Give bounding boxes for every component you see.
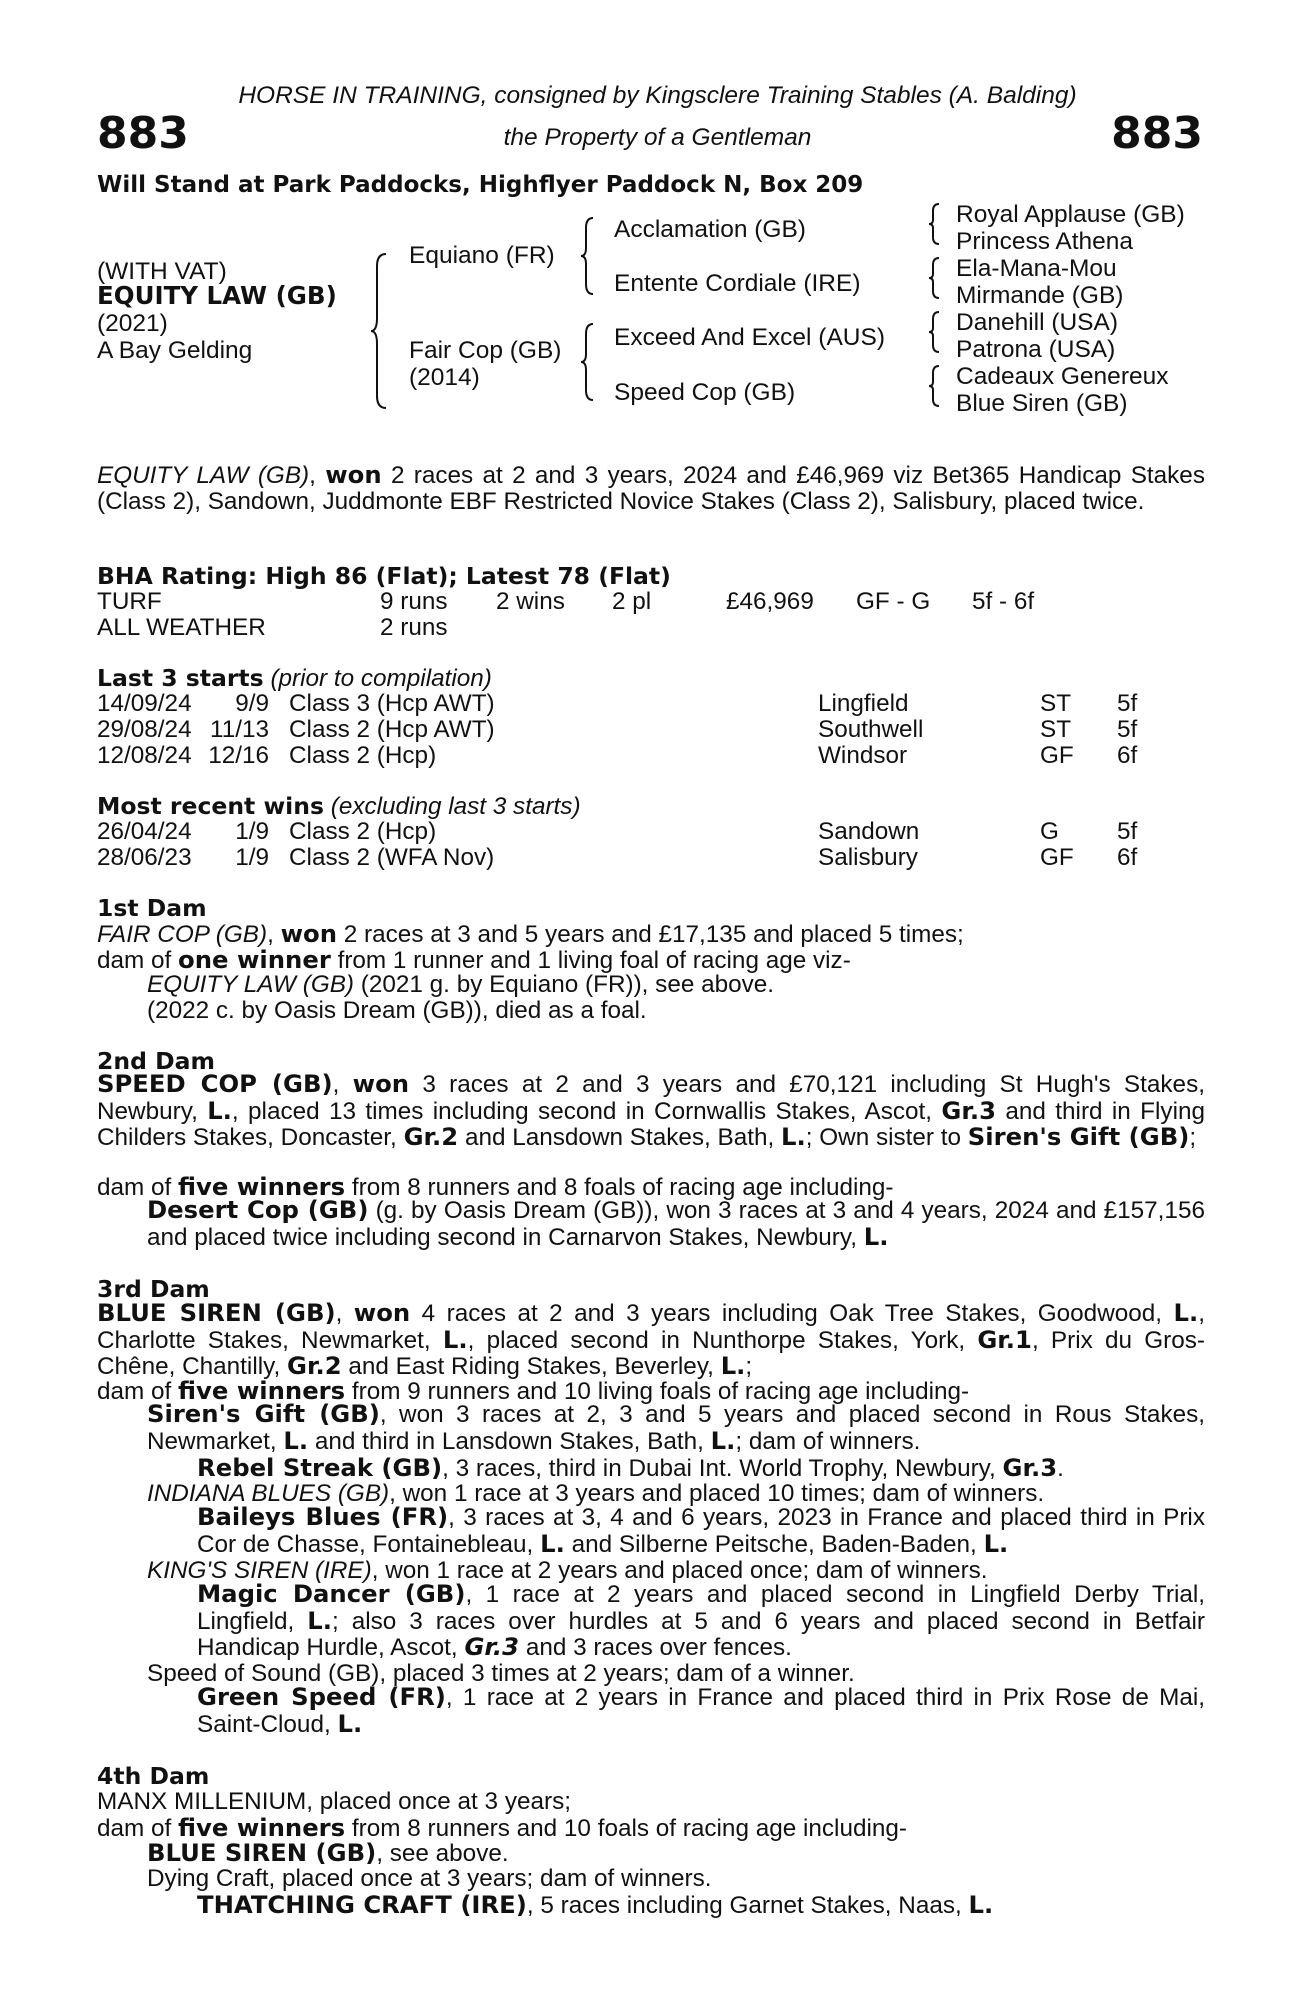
- listed-marker: L.: [442, 1324, 468, 1354]
- last3-note: (prior to compilation): [270, 665, 492, 692]
- dam3-text: , Charlotte Stakes, Newmarket,: [97, 1300, 1205, 1354]
- aw-label: ALL WEATHER: [97, 614, 266, 641]
- turf-going: GF - G: [856, 588, 931, 615]
- progeny-blue-siren: [147, 1840, 509, 1867]
- last3-heading-line: [97, 665, 492, 692]
- row-course: Lingfield: [818, 690, 909, 717]
- listed-marker: L.: [207, 1095, 232, 1125]
- row-date: 29/08/24: [97, 716, 192, 743]
- dam4-runners: from 8 runners and 10 foals of racing age including-: [351, 1815, 907, 1842]
- progeny-rebel-streak: [197, 1455, 1064, 1482]
- dam2-sister: Siren's Gift (GB): [967, 1122, 1190, 1152]
- progeny-name: KING'S SIREN (IRE): [147, 1557, 372, 1584]
- row-course: Windsor: [818, 742, 908, 769]
- progeny-name: Siren's Gift (GB): [147, 1399, 380, 1428]
- dam-dam: Speed Cop (GB): [614, 379, 796, 406]
- row-date: 28/06/23: [97, 844, 192, 871]
- progeny-name: INDIANA BLUES (GB): [147, 1480, 390, 1507]
- row-distance: 6f: [1117, 742, 1138, 769]
- listed-marker: L.: [863, 1221, 889, 1251]
- progeny-text: (g. by Oasis Dream (GB)), won 3 races at 3 and 4 years, 2024 and £157,156 and placed twice including second in Carnarvon Stakes, Newbury,: [147, 1197, 1205, 1251]
- dam3-text: ;: [745, 1353, 753, 1381]
- progeny-text: and Silberne Peitsche, Baden-Baden,: [571, 1530, 977, 1558]
- granddam-3: Patrona (USA): [956, 336, 1116, 363]
- dam1-foal-name: EQUITY LAW (GB): [147, 971, 355, 998]
- turf-label: TURF: [97, 588, 162, 615]
- dam3-won: won: [353, 1298, 411, 1327]
- dam1-won: won: [280, 919, 338, 948]
- progeny-text: ; also 3 races over hurdles at 5 and 6 years and placed second in Betfair Handicap Hurdle, Ascot,: [197, 1607, 1205, 1662]
- grandsire-3: Danehill (USA): [956, 309, 1119, 336]
- dam1-record: 2 races at 3 and 5 years and £17,135 and placed 5 times;: [343, 921, 964, 948]
- row-position: 11/13: [210, 716, 269, 743]
- progeny-text: , 1 race at 2 years in France and placed third in Prix Rose de Mai, Saint-Cloud,: [197, 1684, 1206, 1738]
- dam2-heading: 2nd Dam: [97, 1047, 215, 1075]
- row-date: 26/04/24: [97, 818, 192, 845]
- listed-marker: L.: [337, 1708, 363, 1738]
- row-distance: 6f: [1117, 844, 1138, 871]
- dam-sire: Exceed And Excel (AUS): [614, 324, 885, 351]
- horse-description: A Bay Gelding: [97, 337, 253, 364]
- dam3-text: 4 races at 2 and 3 years including Oak Tree Stakes, Goodwood,: [421, 1300, 1163, 1327]
- group-marker: Gr.3: [1002, 1453, 1058, 1482]
- progeny-sirens-gift: [147, 1401, 1205, 1454]
- pedigree-brace-main: [370, 252, 390, 410]
- dam1-name: FAIR COP (GB): [97, 921, 268, 948]
- last3-heading: Last 3 starts: [97, 664, 264, 692]
- grandsire-4: Cadeaux Genereux: [956, 363, 1169, 390]
- progeny-name: Magic Dancer (GB): [197, 1579, 466, 1608]
- row-position: 1/9: [235, 844, 269, 871]
- progeny-text: and third in Lansdown Stakes, Bath,: [314, 1427, 704, 1455]
- dam4-line-1: MANX MILLENIUM, placed once at 3 years;: [97, 1788, 571, 1815]
- vat-label: (WITH VAT): [97, 258, 227, 285]
- granddam-4: Blue Siren (GB): [956, 390, 1128, 417]
- row-going: ST: [1040, 716, 1072, 743]
- row-race: Class 2 (Hcp): [289, 818, 437, 845]
- dam2-paragraph: SPEED COP (GB), won 3 races at 2 and 3 years and £70,121 including St Hugh's Stakes, Newbury, L., placed 13 times including second in Cornwallis Stakes, Ascot, Gr.3 and third in Flying Childers Stakes, Doncaster, Gr.2 and Lansdown Stakes, Bath, L.; Own sister to Siren's Gift (GB);: [97, 1069, 1205, 1152]
- group-marker: Gr.2: [403, 1122, 459, 1152]
- progeny-text: .: [1057, 1455, 1064, 1482]
- race-summary: EQUITY LAW (GB), won 2 races at 2 and 3 years, 2024 and £46,969 viz Bet365 Handicap Stakes (Class 2), Sandown, Juddmonte EBF Restricted Novice Stakes (Class 2), Salisbury, placed twice.: [97, 460, 1205, 515]
- progeny-baileys-blues: [197, 1504, 1205, 1557]
- consignor-line: HORSE IN TRAINING, consigned by Kingsclere Training Stables (A. Balding): [238, 82, 1077, 109]
- progeny-text: ; dam of winners.: [735, 1427, 921, 1455]
- recent-heading: Most recent wins: [97, 792, 324, 820]
- progeny-text: , won 3 races at 2, 3 and 5 years and placed second in Rous Stakes, Newmarket,: [147, 1401, 1206, 1455]
- dam3-name: BLUE SIREN (GB): [97, 1298, 336, 1327]
- row-race: Class 2 (WFA Nov): [289, 844, 495, 871]
- row-distance: 5f: [1117, 690, 1138, 717]
- listed-marker: L.: [283, 1425, 309, 1455]
- dam2-text: 3 races at 2 and 3 years and £70,121 including St Hugh's Stakes, Newbury,: [97, 1071, 1205, 1125]
- row-course: Salisbury: [818, 844, 918, 871]
- listed-marker: L.: [1173, 1298, 1199, 1327]
- dam3-paragraph: BLUE SIREN (GB), won 4 races at 2 and 3 years including Oak Tree Stakes, Goodwood, L., Charlotte Stakes, Newmarket, L., placed second in Nunthorpe Stakes, York, Gr.1, Prix du Gros-Chêne, Chantilly, Gr.2 and East Riding Stakes, Beverley, L.;: [97, 1298, 1205, 1381]
- listed-marker: L.: [781, 1122, 806, 1152]
- grandsire-2: Ela-Mana-Mou: [956, 255, 1117, 282]
- progeny-name: Green Speed (FR): [197, 1682, 446, 1711]
- dam1-line-2: [97, 947, 851, 974]
- dam4-heading: 4th Dam: [97, 1762, 210, 1790]
- lot-number-left: 883: [97, 108, 189, 159]
- dam3-heading: 3rd Dam: [97, 1275, 210, 1303]
- granddam-2: Mirmande (GB): [956, 282, 1124, 309]
- dam3-text: , placed second in Nunthorpe Stakes, York,: [467, 1326, 966, 1354]
- dam2-text: ;: [1189, 1124, 1197, 1152]
- progeny-text: , won 1 race at 2 years and placed once; dam of winners.: [371, 1557, 988, 1584]
- lot-number-right: 883: [1111, 108, 1203, 159]
- listed-marker: L.: [720, 1351, 746, 1381]
- row-position: 9/9: [235, 690, 269, 717]
- row-race: Class 2 (Hcp AWT): [289, 716, 495, 743]
- dam-year: (2014): [409, 364, 480, 391]
- aw-runs: 2 runs: [380, 614, 448, 641]
- turf-wins: 2 wins: [496, 588, 565, 615]
- row-date: 12/08/24: [97, 742, 192, 769]
- row-going: GF: [1040, 742, 1074, 769]
- sire-name: Equiano (FR): [409, 242, 555, 269]
- progeny-name: BLUE SIREN (GB): [147, 1838, 377, 1867]
- progeny-magic-dancer: [197, 1581, 1205, 1661]
- row-distance: 5f: [1117, 716, 1138, 743]
- dam1-line-1: FAIR COP (GB), won 2 races at 3 and 5 years and £17,135 and placed 5 times;: [97, 919, 964, 948]
- dam3-text: and East Riding Stakes, Beverley,: [348, 1353, 714, 1381]
- listed-marker: L.: [307, 1605, 332, 1635]
- row-going: ST: [1040, 690, 1072, 717]
- row-distance: 5f: [1117, 818, 1138, 845]
- summary-text: 2 races at 2 and 3 years, 2024 and £46,969 viz Bet365 Handicap Stakes (Class 2), Sandown, Juddmonte EBF Restricted Novice Stakes (Class 2), Salisbury, placed twice.: [97, 462, 1205, 515]
- dam3-winners: five winners: [178, 1376, 346, 1405]
- dam1-winners: one winner: [178, 945, 331, 974]
- turf-distance: 5f - 6f: [972, 588, 1035, 615]
- row-course: Southwell: [818, 716, 924, 743]
- dam2-dam-of: dam of: [97, 1174, 172, 1201]
- group-marker: Gr.1: [977, 1324, 1032, 1354]
- dam1-dam-of: dam of: [97, 947, 172, 974]
- progeny-name: THATCHING CRAFT (IRE): [197, 1890, 527, 1919]
- dam-name: Fair Cop (GB): [409, 337, 562, 364]
- listed-marker: L.: [710, 1425, 736, 1455]
- row-race: Class 2 (Hcp): [289, 742, 437, 769]
- progeny-dying-craft: Dying Craft, placed once at 3 years; dam of winners.: [147, 1865, 712, 1892]
- progeny-text: , 3 races, third in Dubai Int. World Trophy, Newbury,: [442, 1455, 996, 1482]
- turf-runs: 9 runs: [380, 588, 448, 615]
- group-marker: Gr.3: [941, 1095, 997, 1125]
- row-position: 1/9: [235, 818, 269, 845]
- dam2-text: and Lansdown Stakes, Bath,: [464, 1124, 775, 1152]
- dam2-name: SPEED COP (GB): [97, 1069, 333, 1098]
- progeny-text: , 1 race at 2 years and placed second in Lingfield Derby Trial, Lingfield,: [197, 1581, 1206, 1635]
- progeny-name: Desert Cop (GB): [147, 1195, 369, 1224]
- dam4-winners: five winners: [178, 1813, 346, 1842]
- dam-brace: [580, 322, 596, 402]
- sire-sire: Acclamation (GB): [614, 216, 806, 243]
- dam1-foal-text: (2021 g. by Equiano (FR)), see above.: [360, 971, 775, 998]
- turf-earnings: £46,969: [726, 588, 814, 615]
- dam1-runners: from 1 runner and 1 living foal of racing age viz-: [337, 947, 851, 974]
- row-going: G: [1040, 818, 1059, 845]
- dam2-won: won: [352, 1069, 410, 1098]
- sire-brace: [580, 216, 596, 296]
- dam3-runners: from 9 runners and 10 living foals of racing age including-: [351, 1378, 970, 1405]
- group-marker: Gr.2: [287, 1351, 342, 1381]
- dam1-line-4: (2022 c. by Oasis Dream (GB)), died as a foal.: [147, 997, 647, 1024]
- property-line: the Property of a Gentleman: [503, 124, 812, 151]
- dam2-text: ; Own sister to: [805, 1124, 962, 1152]
- dam3-dam-of: dam of: [97, 1378, 172, 1405]
- progeny-name: Baileys Blues (FR): [197, 1502, 449, 1531]
- listed-marker: L.: [983, 1528, 1009, 1558]
- stand-line: Will Stand at Park Paddocks, Highflyer Paddock N, Box 209: [97, 172, 864, 198]
- row-going: GF: [1040, 844, 1074, 871]
- dam2-progeny: [147, 1197, 1205, 1250]
- progeny-text: , 5 races including Garnet Stakes, Naas,: [526, 1892, 962, 1919]
- summary-won: won: [325, 460, 382, 489]
- dam3-text: , Prix du Gros-Chêne, Chantilly,: [97, 1326, 1205, 1381]
- row-date: 14/09/24: [97, 690, 192, 717]
- progeny-thatching-craft: [197, 1892, 993, 1919]
- group-marker: Gr.3: [464, 1632, 520, 1662]
- grandsire-1: Royal Applause (GB): [956, 201, 1185, 228]
- summary-horse-name: EQUITY LAW (GB): [97, 462, 310, 489]
- dam2-text: , placed 13 times including second in Cornwallis Stakes, Ascot,: [231, 1097, 933, 1125]
- horse-name: EQUITY LAW (GB): [97, 281, 337, 310]
- progeny-speed-of-sound: Speed of Sound (GB), placed 3 times at 2 years; dam of a winner.: [147, 1660, 855, 1687]
- progeny-text: , won 1 race at 3 years and placed 10 times; dam of winners.: [389, 1480, 1045, 1507]
- g-brace-1: [928, 203, 942, 245]
- sire-dam: Entente Cordiale (IRE): [614, 270, 861, 297]
- dam2-winners: five winners: [178, 1172, 346, 1201]
- recent-note: (excluding last 3 starts): [330, 793, 581, 820]
- dam2-text: and third in Flying Childers Stakes, Doncaster,: [97, 1097, 1205, 1152]
- turf-placed: 2 pl: [612, 588, 652, 615]
- progeny-name: Rebel Streak (GB): [197, 1453, 443, 1482]
- horse-year: (2021): [97, 310, 168, 337]
- dam4-dam-of: dam of: [97, 1815, 172, 1842]
- dam2-runners: from 8 runners and 8 foals of racing age including-: [351, 1174, 894, 1201]
- progeny-text: , 3 races at 3, 4 and 6 years, 2023 in France and placed third in Prix Cor de Chasse, Fontainebleau,: [197, 1504, 1205, 1558]
- dam1-heading: 1st Dam: [97, 894, 207, 922]
- g-brace-3: [928, 311, 942, 353]
- row-course: Sandown: [818, 818, 920, 845]
- progeny-text: and 3 races over fences.: [525, 1634, 792, 1662]
- progeny-text: , see above.: [376, 1840, 509, 1867]
- granddam-1: Princess Athena: [956, 228, 1134, 255]
- g-brace-2: [928, 257, 942, 299]
- listed-marker: L.: [540, 1528, 565, 1558]
- dam1-line-3: [147, 972, 774, 998]
- recent-heading-line: [97, 793, 581, 820]
- row-race: Class 3 (Hcp AWT): [289, 690, 495, 717]
- listed-marker: L.: [968, 1890, 994, 1919]
- row-position: 12/16: [208, 742, 269, 769]
- g-brace-4: [928, 365, 942, 407]
- progeny-green-speed: [197, 1684, 1205, 1737]
- bha-rating-heading: BHA Rating: High 86 (Flat); Latest 78 (Flat): [97, 562, 671, 590]
